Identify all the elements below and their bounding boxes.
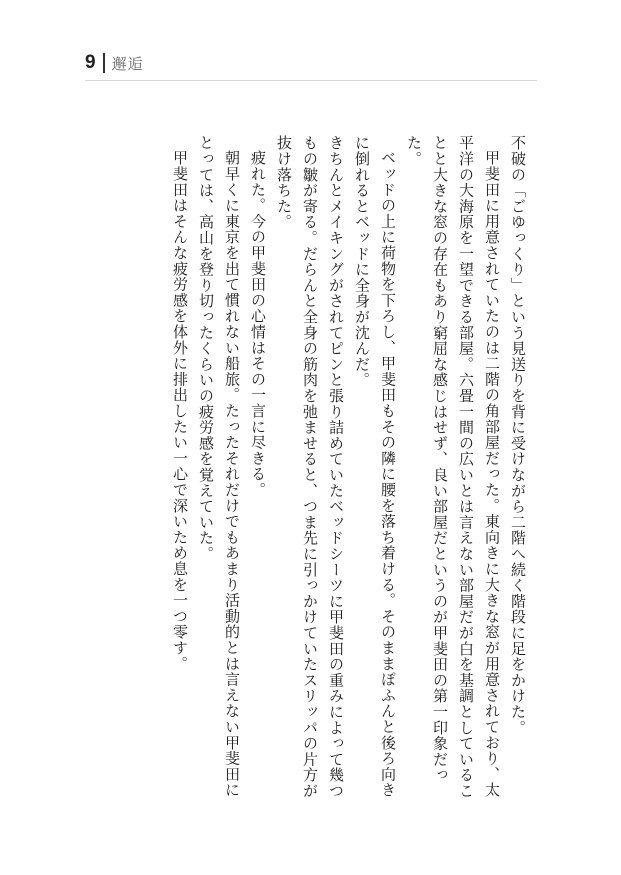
paragraph: 疲れた。今の甲斐田の心情はその一言に尽きる。 [249,150,267,498]
paragraph: 甲斐田はそんな疲労感を体外に排出したい一心で深いため息を一つ零す。 [171,150,189,672]
novel-body [101,135,531,800]
paragraph: 不破の「ごゆっくり」という見送りを背に受けながら二階へ続く階段に足をかけた。 [509,135,527,736]
header-rule [85,80,537,81]
paragraph: 甲斐田に用意されていたのは二階の角部屋だった。東向きに大きな窓が用意されており、太平洋の大海原を一望できる部屋。六畳一間の広いとは言えない部屋だが白を基調としていることと大きな窓の存在もあり窮屈な感じはせず、良い部屋だというのが甲斐田の第一印象だった。 [405,135,501,799]
paragraph: ベッドの上に荷物を下ろし、甲斐田もその隣に腰を落ち着ける。そのままぽふんと後ろ向きに倒れるとベッドに全身が沈んだ。 [353,135,397,798]
header-divider [103,53,105,73]
paragraph: 朝早くに東京を出て慣れない船旅。たったそれだけでもあまり活動的とは言えない甲斐田にとっては、高山を登り切ったくらいの疲労感を覚えていた。 [197,135,241,798]
chapter-title: 邂逅 [111,54,144,73]
page-number: 9 [85,52,96,73]
page-header [85,50,144,76]
paragraph: きちんとメイキングがされてピンと張り詰めていたベッドシーツに甲斐田の重みによって幾つもの皺が寄る。だらんと全身の筋肉を弛ませると、つま先に引っかけていたスリッパの片方が抜け落ちた。 [275,135,345,799]
